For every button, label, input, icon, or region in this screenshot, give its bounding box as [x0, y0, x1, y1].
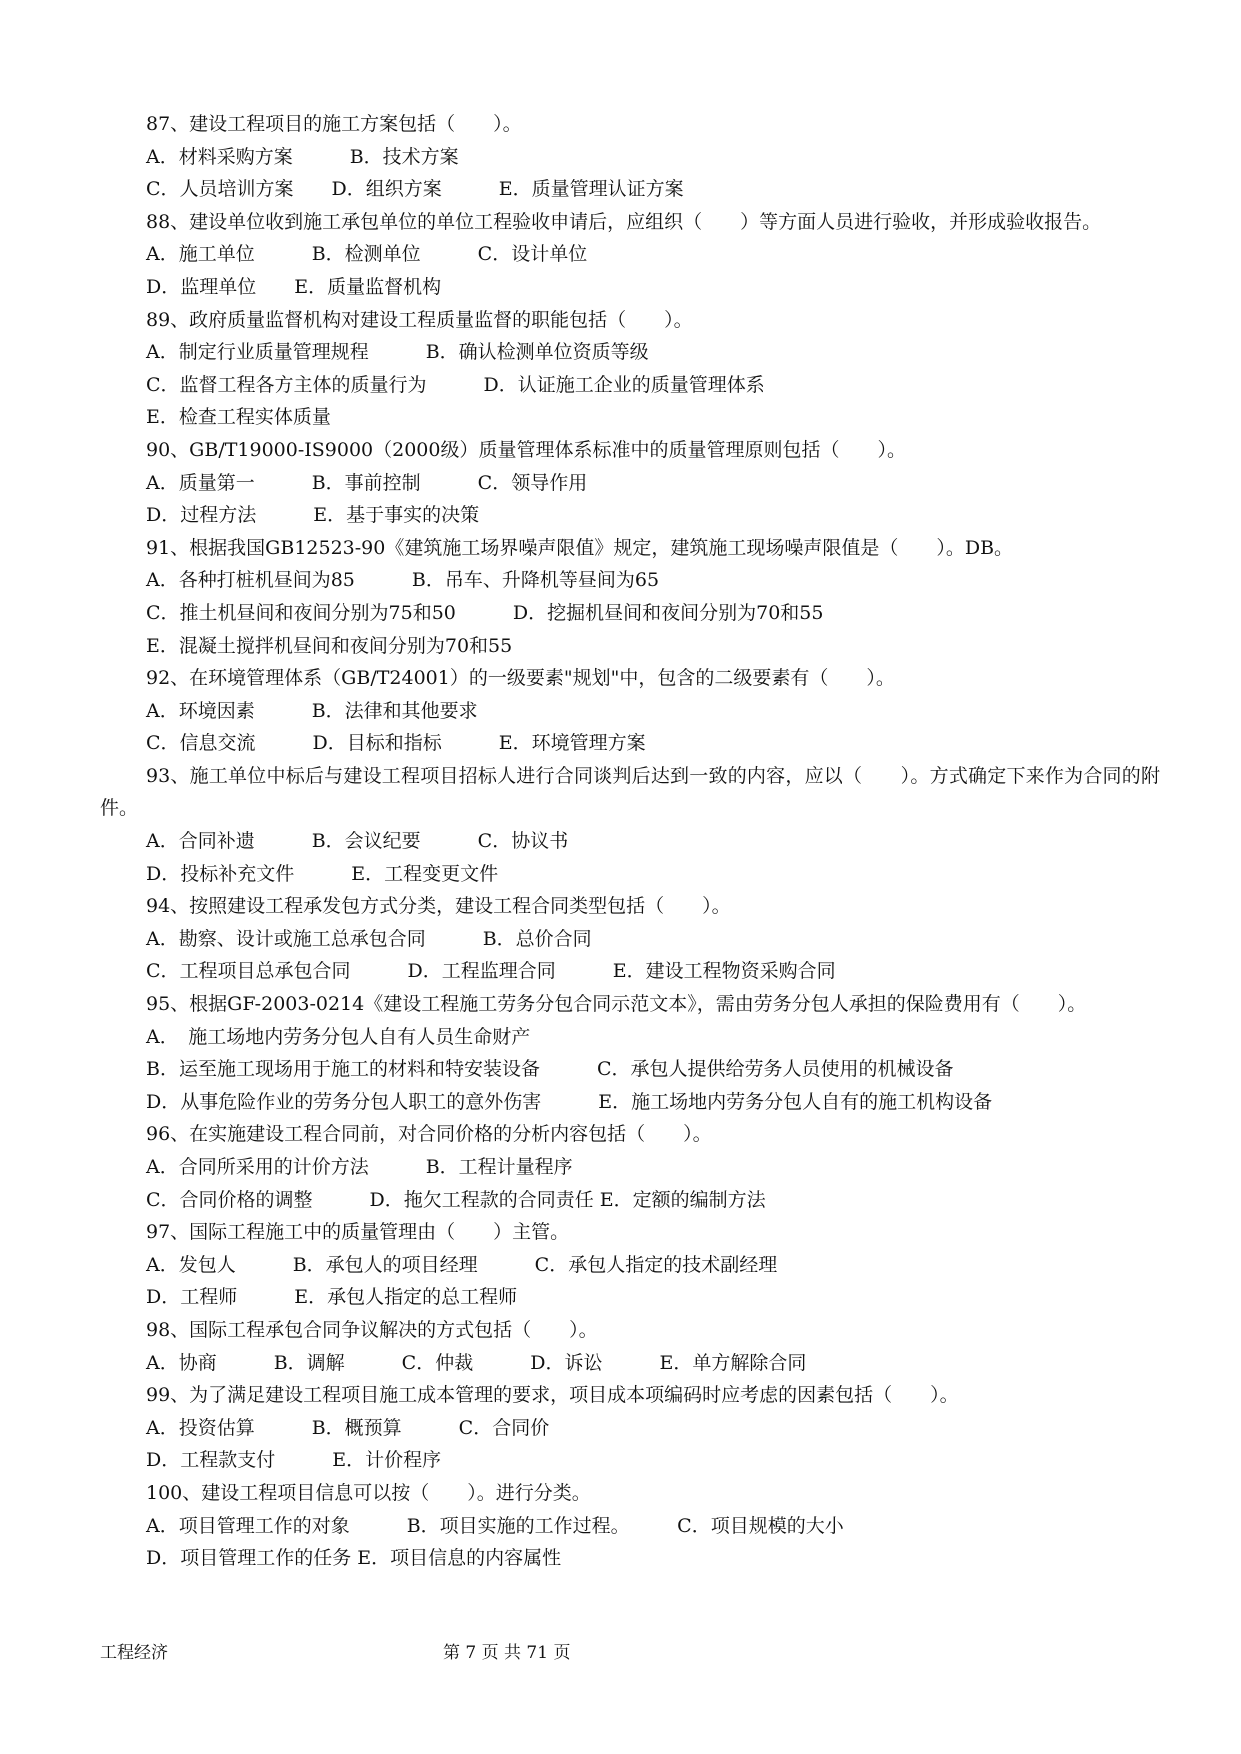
- question-text: 89、政府质量监督机构对建设工程质量监督的职能包括（ ）。: [146, 308, 693, 331]
- question-list: [100, 108, 1160, 1575]
- answer-options: D．工程师 E．承包人指定的总工程师: [146, 1286, 518, 1309]
- answer-options: A．制定行业质量管理规程 B．确认检测单位资质等级: [146, 341, 649, 364]
- answer-options: D．过程方法 E．基于事实的决策: [146, 504, 480, 527]
- question-text: 96、在实施建设工程合同前，对合同价格的分析内容包括（ ）。: [146, 1123, 712, 1146]
- answer-options: A．协商 B．调解 C．仲裁 D．诉讼 E．单方解除合同: [146, 1351, 807, 1374]
- page-footer: [100, 1640, 1160, 1666]
- answer-options: E．检查工程实体质量: [146, 406, 331, 429]
- question-text: 98、国际工程承包合同争议解决的方式包括（ ）。: [146, 1318, 598, 1341]
- question-text: 88、建设单位收到施工承包单位的单位工程验收申请后，应组织（ ）等方面人员进行验收，并形成验收报告。: [146, 210, 1102, 233]
- answer-options: A．施工单位 B．检测单位 C．设计单位: [146, 243, 588, 266]
- question-text: 95、根据GF-2003-0214《建设工程施工劳务分包合同示范文本》，需由劳务分包人承担的保险费用有（ ）。: [146, 993, 1087, 1016]
- answer-options: C．信息交流 D．目标和指标 E．环境管理方案: [146, 732, 646, 755]
- answer-options: A．各种打桩机昼间为85 B．吊车、升降机等昼间为65: [146, 569, 660, 592]
- footer-page-number: 第 7 页 共 71 页: [443, 1643, 571, 1663]
- answer-options: C．合同价格的调整 D．拖欠工程款的合同责任 E．定额的编制方法: [146, 1188, 766, 1211]
- answer-options: D．项目管理工作的任务 E．项目信息的内容属性: [146, 1547, 562, 1570]
- answer-options: A．合同补遗 B．会议纪要 C．协议书: [146, 830, 569, 853]
- question-text: 97、国际工程施工中的质量管理由（ ）主管。: [146, 1221, 570, 1244]
- answer-options: A．发包人 B．承包人的项目经理 C．承包人指定的技术副经理: [146, 1253, 778, 1276]
- answer-options: D．监理单位 E．质量监督机构: [146, 275, 442, 298]
- answer-options: C．监督工程各方主体的质量行为 D．认证施工企业的质量管理体系: [146, 373, 765, 396]
- question-text: 87、建设工程项目的施工方案包括（ ）。: [146, 113, 522, 135]
- question-text: 90、GB/T19000-IS9000（2000级）质量管理体系标准中的质量管理原则包括（ ）。: [146, 438, 906, 461]
- answer-options: A．投资估算 B．概预算 C．合同价: [146, 1416, 550, 1439]
- question-text: 93、施工单位中标后与建设工程项目招标人进行合同谈判后达到一致的内容，应以（ ）。方式确定下来作为合同的附件。: [100, 764, 1160, 820]
- answer-options: A．项目管理工作的对象 B．项目实施的工作过程。 C．项目规模的大小: [146, 1514, 844, 1537]
- answer-options: A．合同所采用的计价方法 B．工程计量程序: [146, 1156, 573, 1178]
- answer-options: A．材料采购方案 B．技术方案: [146, 145, 459, 168]
- question-text: 91、根据我国GB12523-90《建筑施工场界噪声限值》规定，建筑施工现场噪声限值是（ ）。DB。: [146, 536, 1014, 559]
- question-text: 92、在环境管理体系（GB/T24001）的一级要素"规划"中，包含的二级要素有（ ）。: [146, 667, 895, 690]
- answer-options: A．质量第一 B．事前控制 C．领导作用: [146, 471, 588, 494]
- question-text: 94、按照建设工程承发包方式分类，建设工程合同类型包括（ ）。: [146, 895, 731, 918]
- question-text: 99、为了满足建设工程项目施工成本管理的要求，项目成本项编码时应考虑的因素包括（ ）。: [146, 1384, 959, 1407]
- answer-options: A． 施工场地内劳务分包人自有人员生命财产: [146, 1025, 531, 1048]
- answer-options: D．从事危险作业的劳务分包人职工的意外伤害 E．施工场地内劳务分包人自有的施工机构设备: [146, 1090, 993, 1113]
- footer-subject: 工程经济: [100, 1643, 168, 1663]
- answer-options: A．勘察、设计或施工总承包合同 B．总价合同: [146, 927, 592, 950]
- answer-options: C．推土机昼间和夜间分别为75和50 D．挖掘机昼间和夜间分别为70和55: [146, 601, 824, 624]
- question-text: 100、建设工程项目信息可以按（ ）。进行分类。: [146, 1481, 591, 1504]
- answer-options: A．环境因素 B．法律和其他要求: [146, 699, 478, 722]
- answer-options: C．工程项目总承包合同 D．工程监理合同 E．建设工程物资采购合同: [146, 960, 836, 983]
- answer-options: D．投标补充文件 E．工程变更文件: [146, 862, 499, 885]
- answer-options: D．工程款支付 E．计价程序: [146, 1449, 442, 1472]
- answer-options: C．人员培训方案 D．组织方案 E．质量管理认证方案: [146, 178, 684, 201]
- answer-options: B．运至施工现场用于施工的材料和特安装设备 C．承包人提供给劳务人员使用的机械设备: [146, 1058, 954, 1081]
- answer-options: E．混凝土搅拌机昼间和夜间分别为70和55: [146, 634, 513, 657]
